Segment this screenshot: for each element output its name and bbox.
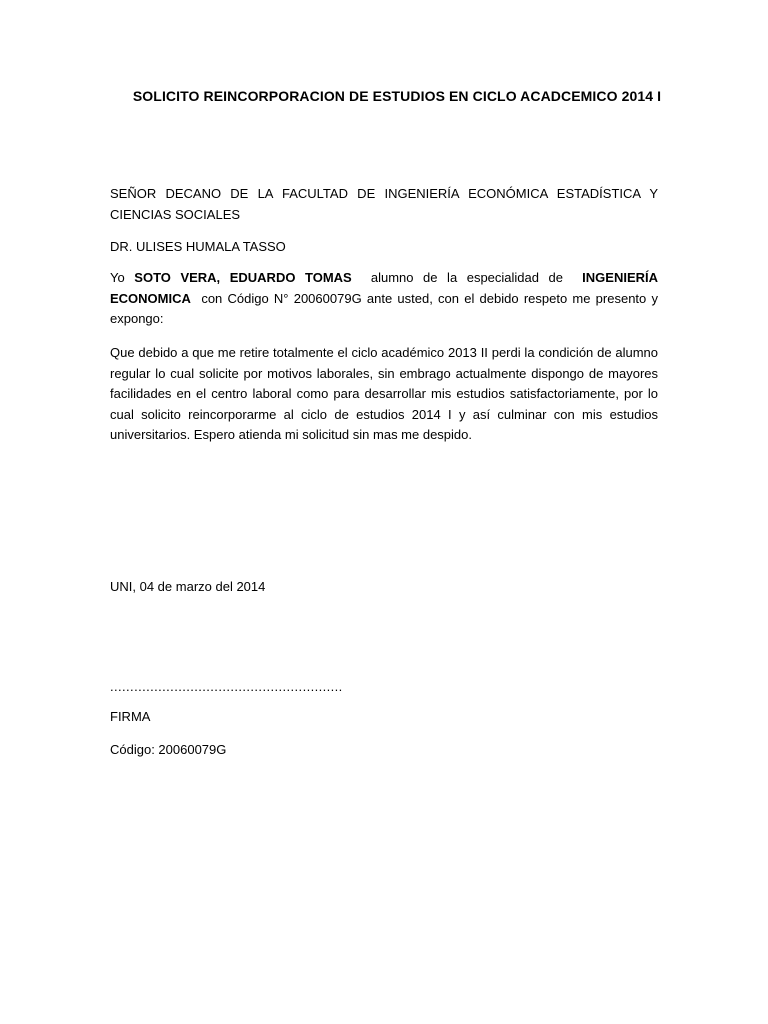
specialty-line1: INGENIERÍA bbox=[582, 270, 658, 285]
intro-prefix: Yo bbox=[110, 270, 125, 285]
signature-line: .......................................................... bbox=[110, 679, 343, 694]
specialty-line2: ECONOMICA bbox=[110, 290, 191, 306]
date-line: UNI, 04 de marzo del 2014 bbox=[110, 579, 266, 594]
code-line: Código: 20060079G bbox=[110, 742, 227, 757]
recipient-name: DR. ULISES HUMALA TASSO bbox=[110, 239, 286, 254]
intro-paragraph bbox=[110, 268, 658, 330]
student-name: SOTO VERA, EDUARDO TOMAS bbox=[134, 270, 352, 285]
document-title: SOLICITO REINCORPORACION DE ESTUDIOS EN CICLO ACADCEMICO 2014 I bbox=[132, 88, 662, 104]
addressee: SEÑOR DECANO DE LA FACULTAD DE INGENIERÍA ECONÓMICA ESTADÍSTICA Y CIENCIAS SOCIALES bbox=[110, 186, 658, 222]
body-paragraph: Que debido a que me retire totalmente el ciclo académico 2013 II perdi la condición de alumno regular lo cual solicite por motivos laborales, sin embrago actualmente dispongo de mayores facilidades en el centro laboral como para desarrollar mis estudios satisfactoriamente, por lo cual solicito reincorporarme al ciclo de estudios 2014 I y así culminar con mis estudios universitarios. Espero atienda mi solicitud sin mas me despido. bbox=[110, 345, 658, 442]
intro-mid: alumno de la especialidad de bbox=[370, 270, 564, 285]
intro-suffix: con Código N° 20060079G ante usted, con el debido respeto me presento y expongo: bbox=[110, 290, 658, 326]
signature-label: FIRMA bbox=[110, 709, 151, 724]
